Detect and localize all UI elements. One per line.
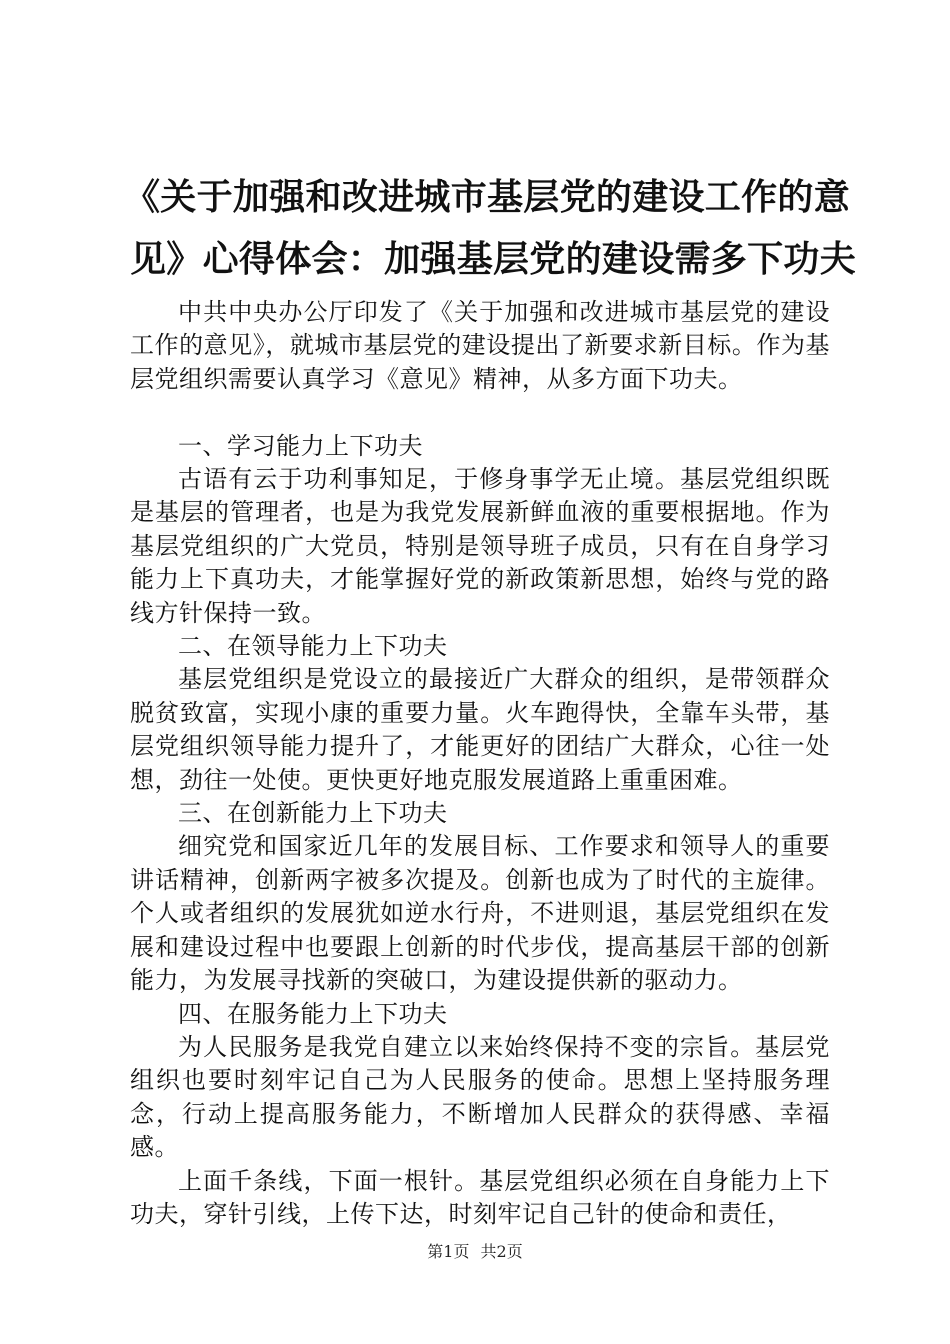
section-3-paragraph: 细究党和国家近几年的发展目标、工作要求和领导人的重要讲话精神，创新两字被多次提及。创新也成为了时代的主旋律。个人或者组织的发展犹如逆水行舟，不进则退，基层党组织在发展和建设过程中也要跟上创新的时代步伐，提高基层干部的创新能力，为发展寻找新的突破口，为建设提供新的驱动力。 bbox=[130, 832, 830, 995]
page-number-total: 共2页 bbox=[480, 1242, 523, 1261]
document-title bbox=[120, 166, 857, 290]
page-number-current: 第1页 bbox=[427, 1242, 470, 1261]
intro-paragraph: 中共中央办公厅印发了《关于加强和改进城市基层党的建设工作的意见》，就城市基层党的建设提出了新要求新目标。作为基层党组织需要认真学习《意见》精神，从多方面下功夫。 bbox=[130, 298, 830, 393]
section-heading-4: 四、在服务能力上下功夫 bbox=[178, 999, 448, 1028]
section-4-paragraph-1: 为人民服务是我党自建立以来始终保持不变的宗旨。基层党组织也要时刻牢记自己为人民服务的使命。思想上坚持服务理念，行动上提高服务能力，不断增加人民群众的获得感、幸福感。 bbox=[130, 1032, 830, 1162]
section-heading-3: 三、在创新能力上下功夫 bbox=[178, 799, 448, 828]
title-line-2: 见》心得体会：加强基层党的建设需多下功夫 bbox=[130, 238, 857, 280]
paragraph-spacer bbox=[130, 396, 830, 429]
section-heading-1: 一、学习能力上下功夫 bbox=[178, 431, 423, 460]
section-1-paragraph: 古语有云于功利事知足，于修身事学无止境。基层党组织既是基层的管理者，也是为我党发展新鲜血液的重要根据地。作为基层党组织的广大党员，特别是领导班子成员，只有在自身学习能力上下真功夫，才能掌握好党的新政策新思想，始终与党的路线方针保持一致。 bbox=[130, 465, 830, 627]
section-heading-2: 二、在领导能力上下功夫 bbox=[178, 632, 448, 661]
document-body bbox=[130, 296, 830, 1231]
page-footer bbox=[0, 1242, 950, 1262]
section-2-paragraph: 基层党组织是党设立的最接近广大群众的组织，是带领群众脱贫致富，实现小康的重要力量。火车跑得快，全靠车头带，基层党组织领导能力提升了，才能更好的团结广大群众，心往一处想，劲往一处使。更快更好地克服发展道路上重重困难。 bbox=[130, 665, 830, 794]
section-4-paragraph-2: 上面千条线，下面一根针。基层党组织必须在自身能力上下功夫，穿针引线，上传下达，时刻牢记自己针的使命和责任， bbox=[130, 1166, 830, 1228]
title-line-1: 《关于加强和改进城市基层党的建设工作的意 bbox=[124, 176, 851, 218]
